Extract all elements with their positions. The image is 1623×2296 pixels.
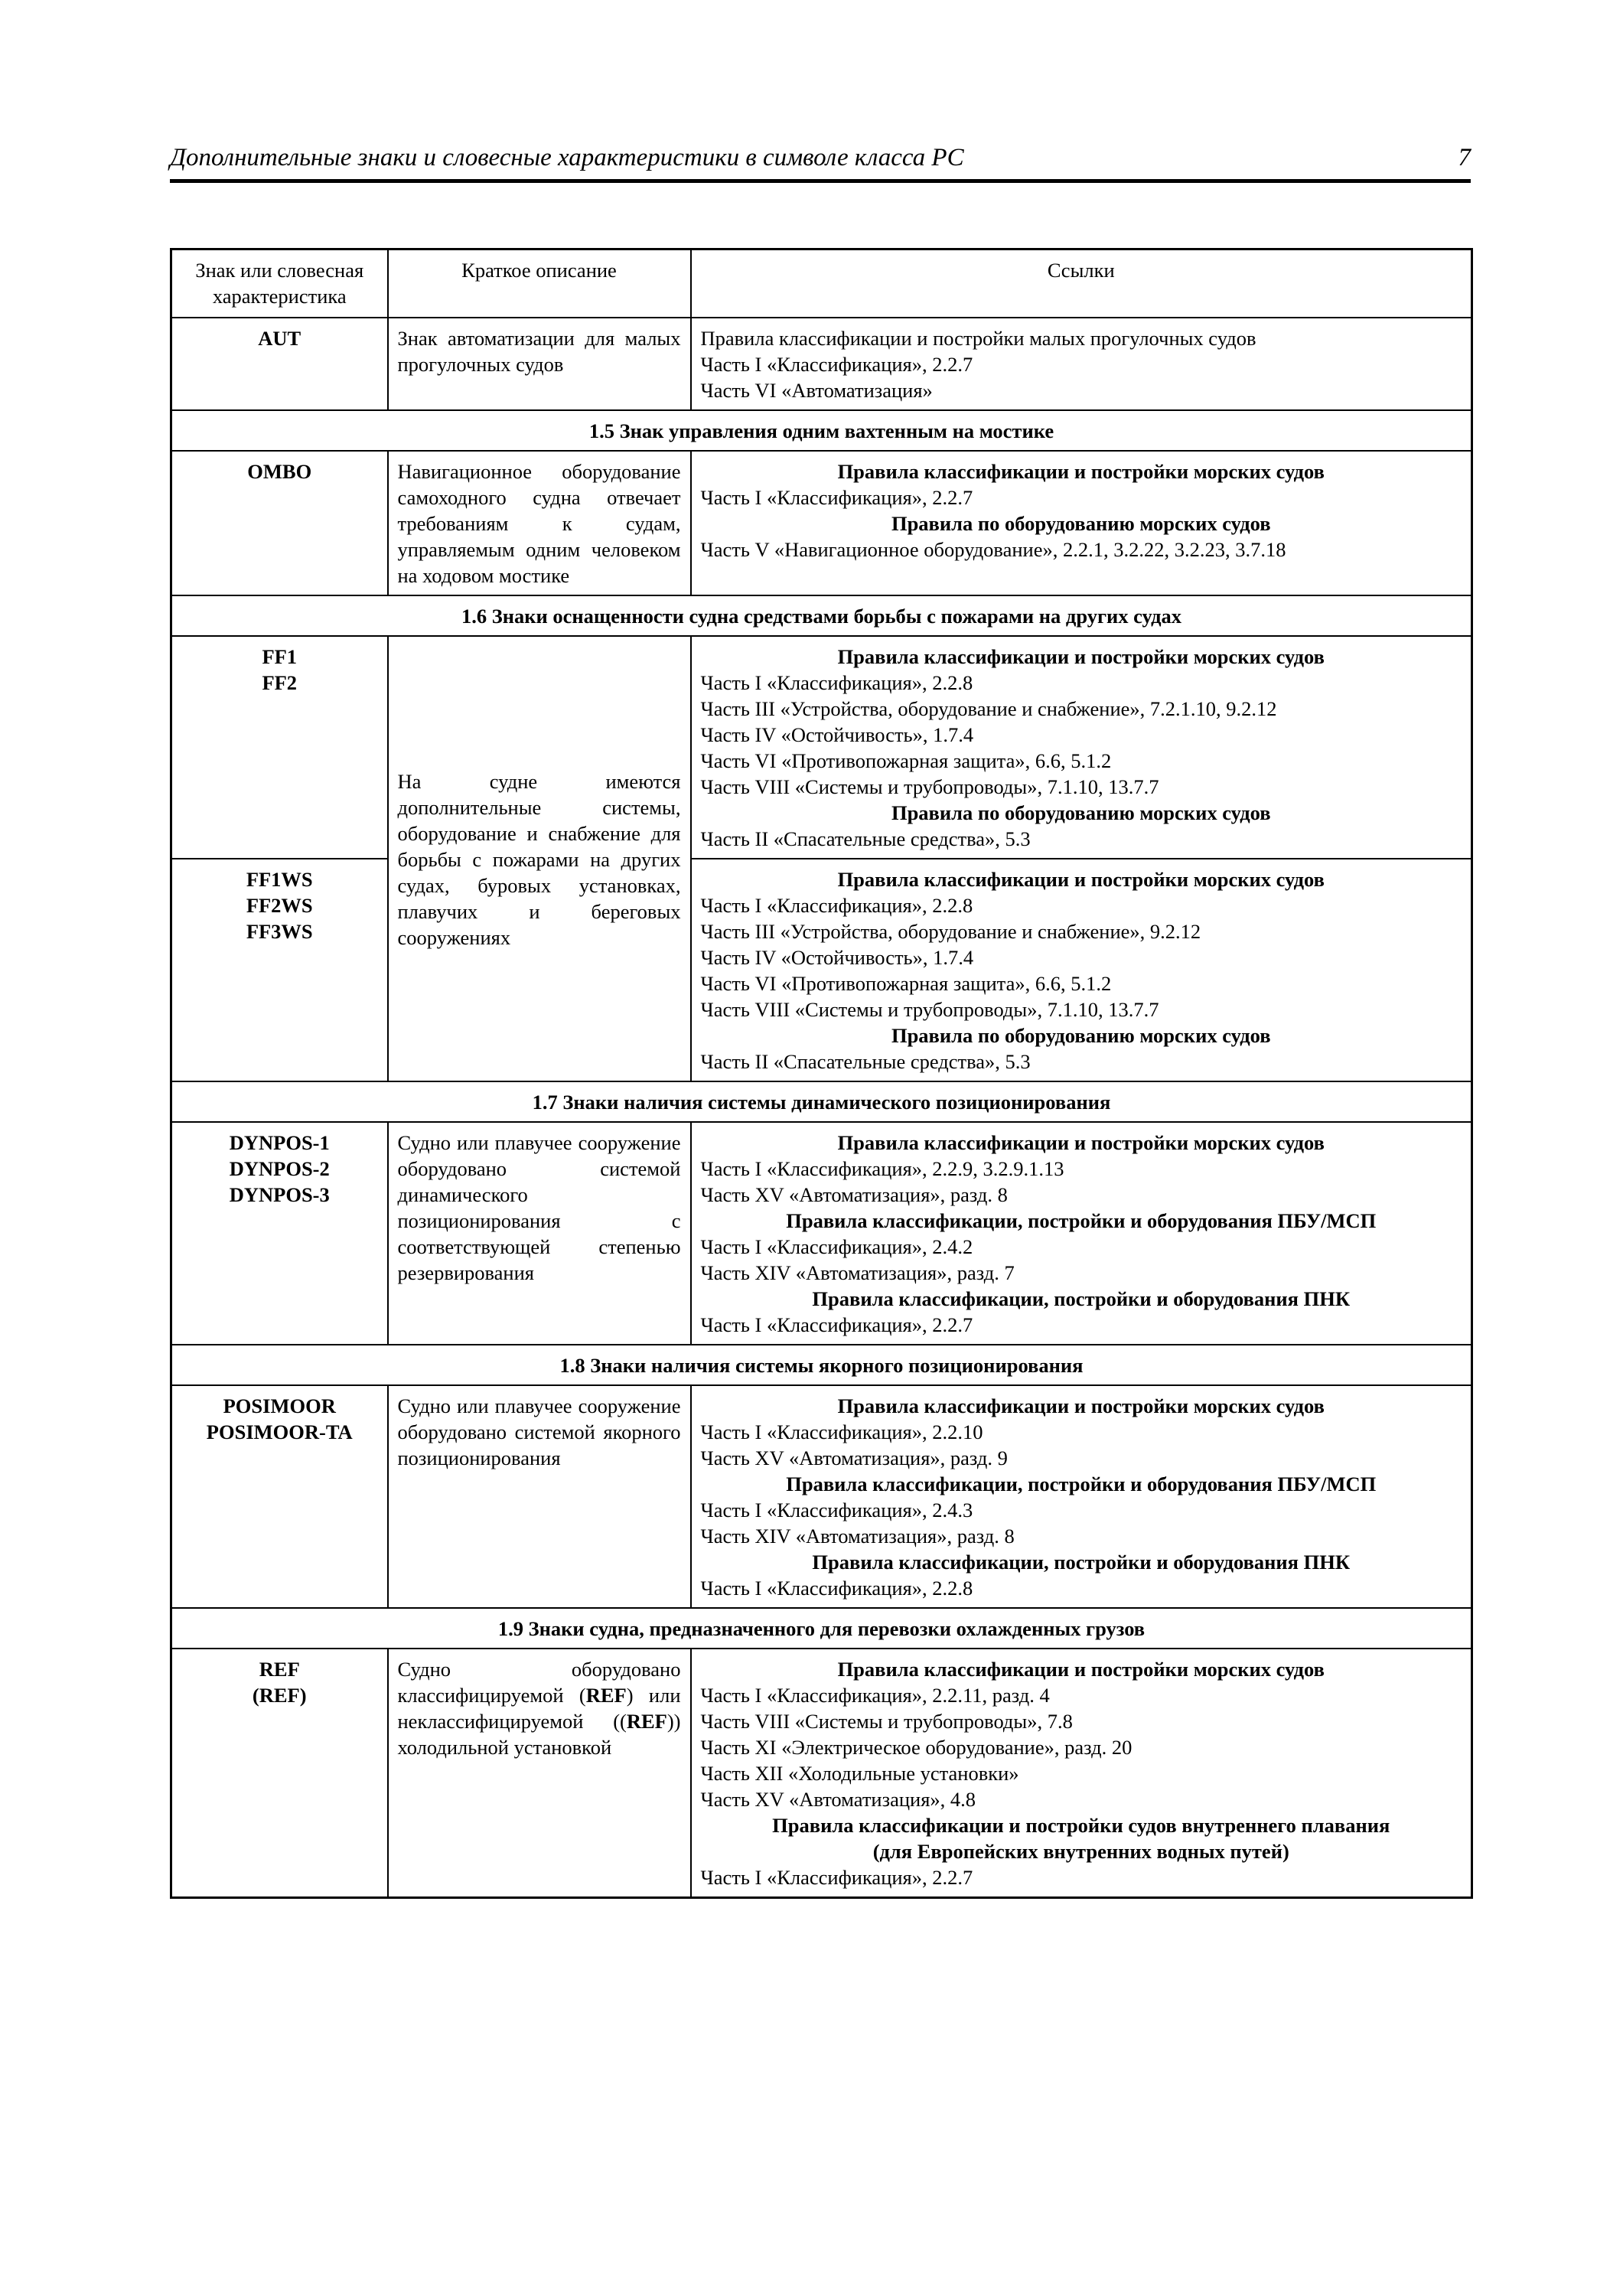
reference-line: Часть III «Устройства, оборудование и снабжение», 9.2.12 [700, 920, 1201, 943]
section-title: 1.6 Знаки оснащенности судна средствами борьбы с пожарами на других судах [171, 595, 1472, 636]
desc-text: ) или неклассифицируемой (( [397, 1684, 681, 1733]
mark-cell [171, 1122, 388, 1345]
mark-cell [171, 859, 388, 1081]
table-row [171, 859, 1472, 1081]
reference-line: Часть I «Классификация», 2.4.3 [700, 1499, 973, 1521]
section-title: 1.5 Знак управления одним вахтенным на мостике [171, 410, 1472, 451]
section-title: 1.8 Знаки наличия системы якорного позиционирования [171, 1345, 1472, 1385]
refs-cell [691, 1385, 1472, 1608]
table-row [171, 1122, 1472, 1345]
class-mark: FF1WS [246, 868, 313, 891]
rules-title: Правила классификации и постройки морских судов [837, 460, 1325, 483]
desc-cell: На судне имеются дополнительные системы, оборудование и снабжение для борьбы с пожарами на других судах, буровых установках, плавучих и береговых сооружениях [388, 636, 691, 1081]
running-header-title: Дополнительные знаки и словесные характеристики в символе класса РС [170, 144, 964, 171]
refs-cell [691, 636, 1472, 859]
reference-line: Часть I «Классификация», 2.2.8 [700, 671, 973, 694]
reference-line: Часть I «Классификация», 2.2.7 [700, 486, 973, 509]
reference-line: Часть I «Классификация», 2.2.8 [700, 1577, 973, 1600]
section-row [171, 1608, 1472, 1649]
class-mark: FF1 [262, 645, 298, 668]
table-row [171, 1649, 1472, 1898]
rules-title: Правила по оборудованию морских судов [891, 512, 1271, 535]
section-title: 1.7 Знаки наличия системы динамического позиционирования [171, 1081, 1472, 1122]
reference-line: Часть VIII «Системы и трубопроводы», 7.1.10, 13.7.7 [700, 998, 1159, 1021]
rules-title: Правила классификации, постройки и оборудования ПНК [812, 1287, 1351, 1310]
reference-line: Часть XIV «Автоматизация», разд. 8 [700, 1525, 1015, 1548]
reference-line: Часть V «Навигационное оборудование», 2.2.1, 3.2.22, 3.2.23, 3.7.18 [700, 538, 1286, 561]
reference-line: Часть I «Классификация», 2.2.7 [700, 1866, 973, 1889]
column-header-row [171, 249, 1472, 318]
reference-line: Часть VIII «Системы и трубопроводы», 7.8 [700, 1710, 1073, 1733]
rules-title: Правила классификации и постройки морских судов [837, 1394, 1325, 1417]
reference-line: Часть II «Спасательные средства», 5.3 [700, 827, 1031, 850]
reference-line: Часть VI «Автоматизация» [700, 379, 933, 402]
reference-line: Часть VIII «Системы и трубопроводы», 7.1.10, 13.7.7 [700, 775, 1159, 798]
col-header-desc: Краткое описание [388, 249, 691, 318]
page-header [170, 141, 1471, 183]
refs-cell [691, 1122, 1472, 1345]
reference-line: Правила классификации и постройки малых прогулочных судов [700, 327, 1256, 350]
desc-cell [388, 1649, 691, 1898]
class-mark: REF [259, 1658, 300, 1681]
class-mark: FF2WS [246, 894, 313, 917]
reference-line: Часть IV «Остойчивость», 1.7.4 [700, 723, 974, 746]
rules-title: Правила классификации, постройки и оборудования ПБУ/МСП [786, 1209, 1377, 1232]
reference-line: Часть IV «Остойчивость», 1.7.4 [700, 946, 974, 969]
class-mark: DYNPOS-1 [229, 1131, 330, 1154]
section-row [171, 595, 1472, 636]
rules-title: Правила классификации и постройки морских судов [837, 1658, 1325, 1681]
reference-line: Часть I «Классификация», 2.2.10 [700, 1420, 983, 1443]
reference-line: Часть XV «Автоматизация», разд. 9 [700, 1446, 1008, 1469]
desc-cell: Судно или плавучее сооружение оборудовано системой якорного позиционирования [388, 1385, 691, 1608]
desc-text: )) холодильной установкой [397, 1710, 681, 1759]
reference-line: Часть I «Классификация», 2.2.8 [700, 894, 973, 917]
reference-line: Часть I «Классификация», 2.2.7 [700, 1313, 973, 1336]
reference-line: Часть XIV «Автоматизация», разд. 7 [700, 1261, 1015, 1284]
mark-cell: AUT [171, 318, 388, 410]
refs-cell [691, 318, 1472, 410]
refs-cell [691, 1649, 1472, 1898]
desc-cell: Навигационное оборудование самоходного судна отвечает требованиям к судам, управляемым одним человеком на ходовом мостике [388, 451, 691, 595]
desc-text: Судно оборудовано классифицируемой ( [397, 1658, 681, 1707]
col-header-mark: Знак или словесная характеристика [171, 249, 388, 318]
mark-cell [171, 636, 388, 859]
class-mark: (REF) [252, 1684, 307, 1707]
reference-line: Часть III «Устройства, оборудование и снабжение», 7.2.1.10, 9.2.12 [700, 697, 1277, 720]
mark-cell [171, 1385, 388, 1608]
reference-line: Часть XI «Электрическое оборудование», разд. 20 [700, 1736, 1133, 1759]
table-row [171, 1385, 1472, 1608]
rules-title: Правила классификации и постройки судов внутреннего плавания [772, 1814, 1390, 1837]
desc-mark: REF [585, 1684, 627, 1707]
section-title: 1.9 Знаки судна, предназначенного для перевозки охлажденных грузов [171, 1608, 1472, 1649]
class-mark: DYNPOS-2 [229, 1157, 330, 1180]
desc-cell: Знак автоматизации для малых прогулочных судов [388, 318, 691, 410]
reference-line: Часть I «Классификация», 2.2.11, разд. 4 [700, 1684, 1050, 1707]
class-mark: POSIMOOR-TA [206, 1420, 353, 1443]
class-mark: POSIMOOR [223, 1394, 336, 1417]
rules-title: Правила классификации и постройки морских судов [837, 868, 1325, 891]
mark-cell [171, 1649, 388, 1898]
rules-title: Правила классификации, постройки и оборудования ПНК [812, 1551, 1351, 1574]
class-mark: DYNPOS-3 [229, 1183, 330, 1206]
section-row [171, 410, 1472, 451]
rules-title: Правила классификации и постройки морских судов [837, 1131, 1325, 1154]
reference-line: Часть XV «Автоматизация», разд. 8 [700, 1183, 1008, 1206]
reference-line: Часть I «Классификация», 2.2.9, 3.2.9.1.13 [700, 1157, 1064, 1180]
reference-line: Часть I «Классификация», 2.4.2 [700, 1235, 973, 1258]
rules-title: Правила классификации и постройки морских судов [837, 645, 1325, 668]
reference-line: Часть VI «Противопожарная защита», 6.6, 5.1.2 [700, 749, 1112, 772]
rules-title: Правила по оборудованию морских судов [891, 801, 1271, 824]
rules-title: (для Европейских внутренних водных путей) [872, 1840, 1289, 1863]
mark-cell: OMBO [171, 451, 388, 595]
rules-title: Правила классификации, постройки и оборудования ПБУ/МСП [786, 1473, 1377, 1495]
desc-cell: Судно или плавучее сооружение оборудовано системой динамического позиционирования с соответствующей степенью резервирования [388, 1122, 691, 1345]
reference-line: Часть II «Спасательные средства», 5.3 [700, 1050, 1031, 1073]
section-row [171, 1081, 1472, 1122]
rules-title: Правила по оборудованию морских судов [891, 1024, 1271, 1047]
reference-line: Часть XII «Холодильные установки» [700, 1762, 1019, 1785]
class-mark: FF3WS [246, 920, 313, 943]
table-row [171, 636, 1472, 859]
reference-line: Часть VI «Противопожарная защита», 6.6, 5.1.2 [700, 972, 1112, 995]
section-row [171, 1345, 1472, 1385]
refs-cell [691, 859, 1472, 1081]
col-header-refs: Ссылки [691, 249, 1472, 318]
refs-cell [691, 451, 1472, 595]
class-notations-table [170, 248, 1473, 1899]
table-row [171, 451, 1472, 595]
class-mark: FF2 [262, 671, 298, 694]
table-row [171, 318, 1472, 410]
reference-line: Часть XV «Автоматизация», 4.8 [700, 1788, 976, 1811]
desc-mark: REF [626, 1710, 667, 1733]
page-number: 7 [1458, 144, 1471, 171]
reference-line: Часть I «Классификация», 2.2.7 [700, 353, 973, 376]
